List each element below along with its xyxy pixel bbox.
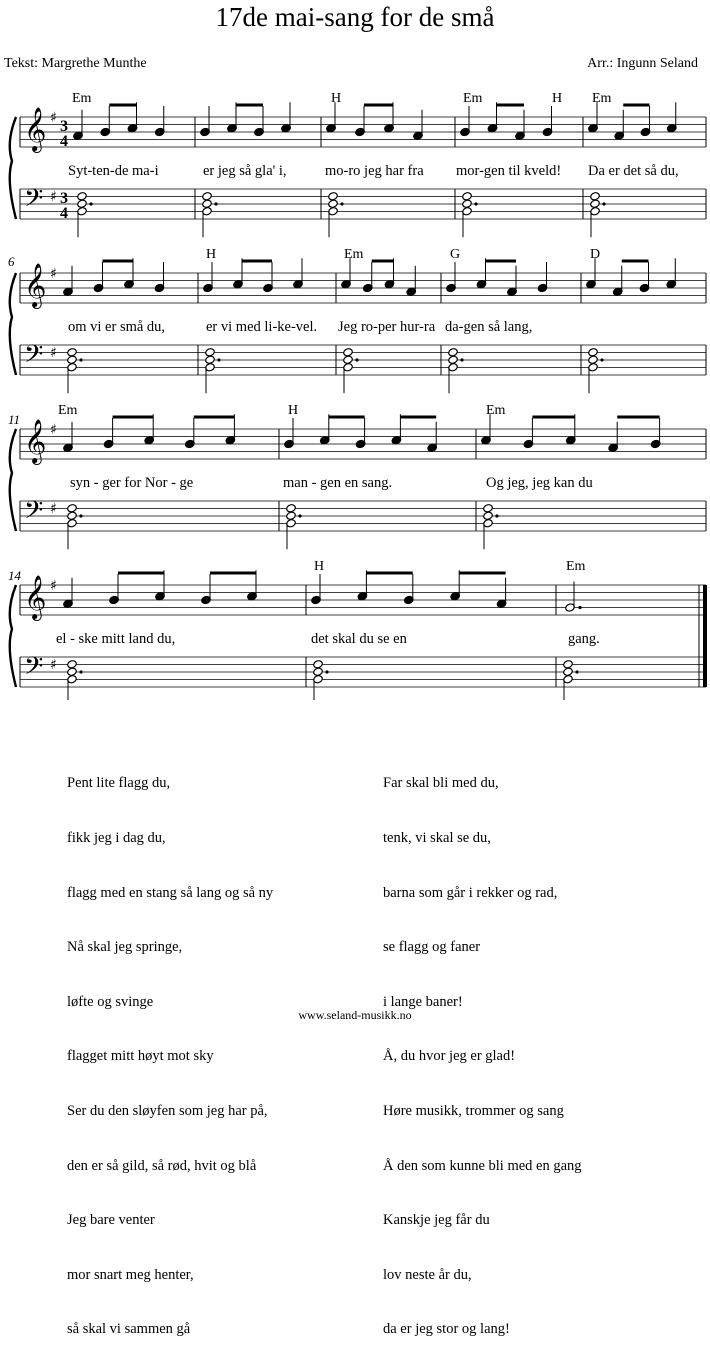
note-head (328, 199, 339, 208)
note-head (448, 348, 459, 357)
verse-2 (67, 738, 273, 1357)
dot (89, 202, 92, 205)
treble-clef: 𝄞 (24, 575, 47, 619)
bass-clef: 𝄢 (24, 496, 44, 531)
verse-line: flagget mitt høyt mot sky (67, 1048, 214, 1065)
verse-line: Høre musikk, trommer og sang (383, 1102, 564, 1119)
verse-line: se flagg og faner (383, 939, 481, 956)
lyric-text: det skal du se en (311, 631, 407, 647)
lyric-text: syn - ger for Nor - ge (70, 475, 194, 491)
verse-line: Nå skal jeg springe, (67, 939, 183, 956)
lyric-text: man - gen en sang. (283, 475, 393, 491)
lyric-text: Jeg ro-per hur-ra (338, 319, 436, 335)
lyric-text: da-gen så lang, (445, 319, 533, 335)
lyric-text: er jeg så gla' i, (203, 163, 287, 179)
chord-symbol: Em (72, 91, 92, 106)
chord-symbol: Em (344, 247, 364, 262)
treble-clef: 𝄞 (24, 107, 47, 151)
verse-3 (383, 738, 582, 1357)
lyric-text: Syt-ten-de ma-i (68, 163, 159, 179)
note-head (67, 504, 78, 513)
dot (460, 358, 463, 361)
measure-number: 6 (8, 254, 15, 269)
chord-symbol: H (288, 403, 299, 418)
note-head (67, 355, 78, 364)
verse-line: Pent lite flagg du, (67, 775, 171, 792)
dot (79, 670, 82, 673)
verse-line: Far skal bli med du, (383, 775, 499, 792)
lyric-text: Da er det så du, (588, 163, 679, 179)
verse-line: så skal vi sammen gå (67, 1321, 191, 1338)
verse-line: mor snart meg henter, (67, 1266, 194, 1283)
bass-clef: 𝄢 (24, 652, 44, 687)
chord-symbol: Em (566, 559, 586, 574)
note-head (563, 660, 574, 669)
chord-symbol: D (590, 247, 601, 262)
brace (10, 429, 16, 531)
note-head (67, 667, 78, 676)
note-head (286, 504, 297, 513)
brace (10, 585, 16, 687)
arranger-credit: Arr.: Ingunn Seland (587, 56, 698, 71)
note-head (448, 355, 459, 364)
brace (10, 273, 16, 375)
dot (217, 358, 220, 361)
key-signature-sharp: ♯ (50, 189, 57, 205)
key-signature-sharp: ♯ (50, 501, 57, 517)
note-head (67, 348, 78, 357)
treble-clef: 𝄞 (24, 419, 47, 463)
measure-number: 14 (8, 568, 21, 583)
note-head (202, 199, 213, 208)
verse-line: lov neste år du, (383, 1266, 472, 1283)
dot (575, 670, 578, 673)
bass-clef: 𝄢 (24, 184, 44, 219)
note-head (328, 192, 339, 201)
treble-clef: 𝄞 (24, 263, 47, 307)
chord-symbol: H (331, 91, 342, 106)
brace (10, 117, 16, 219)
note-head (462, 192, 473, 201)
lyric-text: mor-gen til kveld! (456, 163, 562, 179)
lyric-text: el - ske mitt land du, (56, 631, 176, 647)
verse-line: flagg med en stang så lang og så ny (67, 884, 274, 901)
song-title: 17de mai-sang for de små (215, 2, 495, 32)
lyric-text: er vi med li-ke-vel. (206, 319, 318, 335)
bass-clef: 𝄢 (24, 340, 44, 375)
key-signature-sharp: ♯ (50, 345, 57, 361)
verse-line: Å den som kunne bli med en gang (383, 1157, 582, 1174)
chord-symbol: Em (486, 403, 506, 418)
dot (298, 514, 301, 517)
verse-line: den er så gild, så rød, hvit og blå (67, 1157, 257, 1174)
time-signature: 3 (60, 118, 68, 135)
dot (495, 514, 498, 517)
dot (355, 358, 358, 361)
note-head (588, 348, 599, 357)
note-head (313, 660, 324, 669)
note-head (286, 511, 297, 520)
chord-symbol: H (552, 91, 563, 106)
note-head (588, 355, 599, 364)
verse-line: Jeg bare venter (67, 1212, 155, 1229)
chord-symbol: Em (463, 91, 483, 106)
note-head (77, 199, 88, 208)
note-head (462, 199, 473, 208)
dot (79, 514, 82, 517)
lyric-text: Og jeg, jeg kan du (486, 475, 593, 491)
verse-line: Kanskje jeg får du (383, 1212, 490, 1229)
chord-symbol: Em (58, 403, 78, 418)
note-head (77, 192, 88, 201)
dot (214, 202, 217, 205)
dot (474, 202, 477, 205)
verse-line: Ser du den sløyfen som jeg har på, (67, 1102, 268, 1119)
dot (325, 670, 328, 673)
note-head (67, 511, 78, 520)
verse-line: Å, du hvor jeg er glad! (383, 1048, 516, 1065)
note-head (483, 511, 494, 520)
dot (79, 358, 82, 361)
key-signature-sharp: ♯ (50, 657, 57, 673)
chord-symbol: Em (592, 91, 612, 106)
key-signature-sharp: ♯ (50, 578, 57, 594)
chord-symbol: G (450, 247, 461, 262)
key-signature-sharp: ♯ (50, 266, 57, 282)
website-footer: www.seland-musikk.no (298, 1008, 412, 1022)
dot (600, 358, 603, 361)
note-head (205, 355, 216, 364)
note-head (590, 199, 601, 208)
note-head (483, 504, 494, 513)
lyric-text: gang. (568, 631, 600, 647)
verse-line: tenk, vi skal se du, (383, 830, 491, 846)
verse-line: løfte og svinge (67, 993, 154, 1010)
key-signature-sharp: ♯ (50, 110, 57, 126)
note-head (343, 355, 354, 364)
note-head (67, 660, 78, 669)
time-signature: 4 (60, 205, 68, 222)
verse-line: da er jeg stor og lang! (383, 1321, 510, 1338)
note-head (563, 667, 574, 676)
note-head (343, 348, 354, 357)
dot (340, 202, 343, 205)
note-head (202, 192, 213, 201)
verse-line: fikk jeg i dag du, (67, 830, 166, 846)
verse-line: barna som går i rekker og rad, (383, 884, 558, 901)
chord-symbol: H (206, 247, 217, 262)
lyric-text: om vi er små du, (68, 319, 166, 335)
note-head (590, 192, 601, 201)
chord-symbol: H (314, 559, 325, 574)
note-head (205, 348, 216, 357)
verse-line: i lange baner! (383, 993, 463, 1010)
dot (602, 202, 605, 205)
time-signature: 4 (60, 133, 68, 150)
dot (578, 606, 581, 609)
time-signature: 3 (60, 190, 68, 207)
key-signature-sharp: ♯ (50, 422, 57, 438)
measure-number: 11 (8, 412, 21, 427)
lyric-text: mo-ro jeg har fra (325, 163, 424, 179)
note-head (313, 667, 324, 676)
lyricist-credit: Tekst: Margrethe Munthe (4, 56, 147, 71)
